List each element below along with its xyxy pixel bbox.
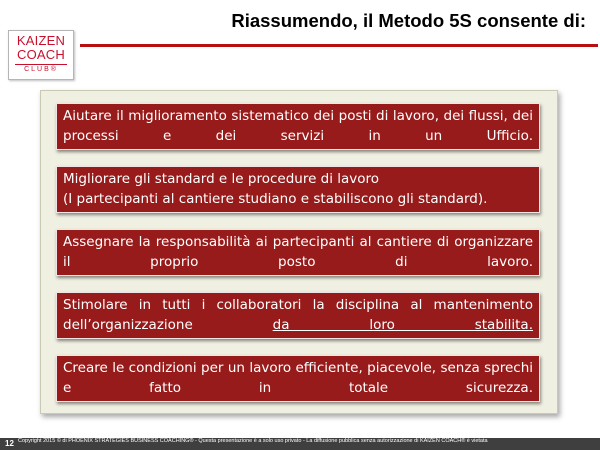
copyright-notice: Copyright 2015 © di PHOENIX STRATEGIES BUSINESS COACHING® - Questa presentazione è a solo uso privato - La diffusione pubblica senza autorizzazione di KAIZEN COACH® è vietata (18, 438, 488, 444)
benefit-item-2 (56, 166, 540, 213)
logo-word-kaizen: KAIZEN (16, 33, 66, 48)
benefit-item-5-text: Creare le condizioni per un lavoro efficiente, piacevole, senza sprechi e fatto in totale sicurezza. (63, 360, 533, 396)
logo-word-club: CLUB® (15, 64, 67, 75)
benefit-item-1-text: Aiutare il miglioramento sistematico dei posti di lavoro, dei flussi, dei processi e dei servizi in un Ufficio. (63, 108, 533, 144)
benefit-item-3-text: Assegnare la responsabilità ai partecipanti al cantiere di organizzare il proprio posto di lavoro. (63, 234, 533, 270)
benefit-item-5 (56, 355, 540, 402)
title-divider (80, 44, 598, 47)
benefit-item-4-text (63, 295, 533, 335)
logo-word-coach: COACH (17, 47, 65, 62)
benefit-item-4 (56, 292, 540, 339)
footer-bar (0, 438, 600, 450)
benefit-item-4-underlined-text: da loro stabilita. (272, 317, 533, 333)
benefit-item-2-line-1: Migliorare gli standard e le procedure di lavoro (63, 171, 380, 187)
page-number: 12 (5, 439, 14, 448)
benefit-item-4-text-main: Stimolare in tutti i collaboratori la disciplina al mantenimento dell’organizzazione (63, 297, 533, 333)
benefit-item-2-line-2: (I partecipanti al cantiere studiano e stabiliscono gli standard). (63, 191, 488, 207)
kaizen-coach-logo (8, 30, 74, 80)
benefit-item-1 (56, 103, 540, 150)
slide-title: Riassumendo, il Metodo 5S consente di: (231, 10, 586, 31)
content-panel (40, 90, 558, 414)
benefit-item-3 (56, 229, 540, 276)
